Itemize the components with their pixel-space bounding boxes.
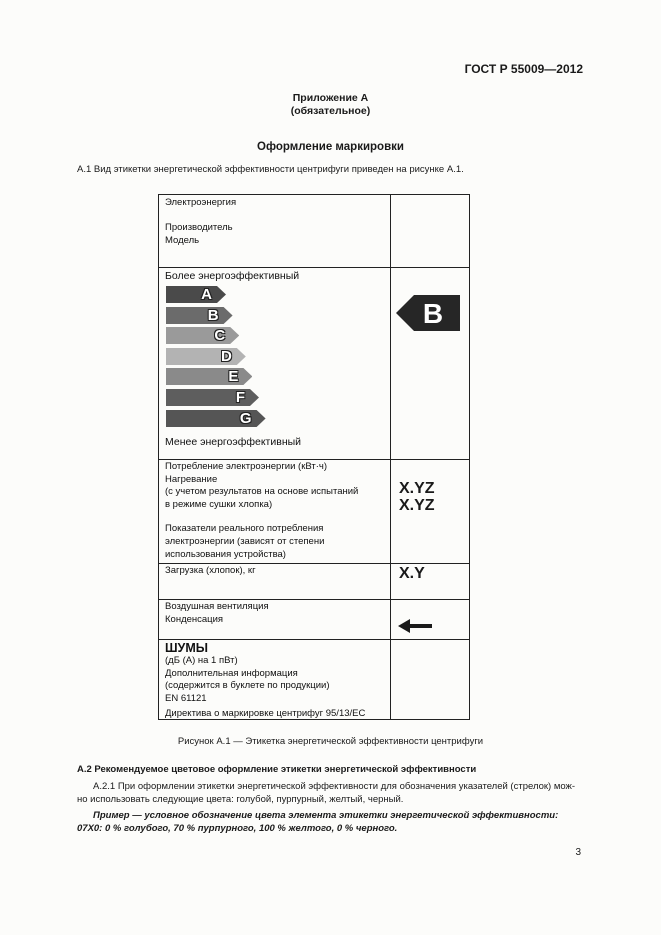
class-letter: C (214, 327, 226, 345)
consumption-value-2: X.YZ (399, 497, 435, 514)
heating-note-1: (с учетом результатов на основе испытаний (165, 486, 359, 498)
class-arrow-icon (396, 295, 462, 331)
row-divider (159, 599, 469, 600)
scale-bottom-text: Менее энергоэффективный (165, 436, 302, 448)
additional-info-note: (содержится в буклете по продукции) (165, 680, 330, 692)
class-bar-e (166, 368, 252, 385)
noise-title: ШУМЫ (165, 641, 208, 655)
energy-label (158, 194, 470, 720)
appendix-heading (0, 92, 661, 118)
appendix-title: Приложение А (292, 92, 369, 104)
column-divider (390, 195, 391, 719)
row-divider (159, 267, 469, 268)
noise-text (165, 641, 365, 721)
consumption-value-1: X.YZ (399, 480, 435, 497)
manufacturer-label: Производитель (165, 222, 233, 233)
left-arrow-icon (398, 619, 432, 638)
svg-text:B: B (422, 298, 444, 329)
figure-caption: Рисунок А.1 — Этикетка энергетической эффективности центрифуги (177, 736, 484, 747)
air-vented-label: Воздушная вентиляция (165, 601, 269, 612)
class-letter: D (220, 347, 232, 365)
page-number: 3 (575, 847, 581, 858)
load-label: Загрузка (хлопок), кг (165, 565, 256, 576)
additional-info: Дополнительная информация (165, 667, 298, 679)
real-consumption-1: Показатели реального потребления (165, 523, 324, 535)
section-2-title: А.2 Рекомендуемое цветовое оформление этикетки энергетической эффективности (77, 764, 477, 775)
current-class-arrow (396, 295, 462, 336)
real-consumption-3: использования устройства) (165, 548, 286, 560)
consumption-title: Потребление электроэнергии (кВт·ч) (165, 461, 328, 472)
class-bar-c (166, 327, 239, 344)
class-bar-g (166, 410, 266, 427)
class-bar-a (166, 286, 226, 303)
ventilation-text (165, 601, 269, 626)
class-letter: F (235, 389, 245, 406)
consumption-text (165, 461, 358, 561)
class-bar-b (166, 307, 233, 324)
class-letter: G (239, 409, 252, 427)
standard-ref: EN 61121 (165, 692, 207, 704)
class-letter: E (228, 368, 239, 386)
example-paragraph: Пример — условное обозначение цвета элемента этикетки энергетической эффективности: 07X0: 0 % голубого, 70 % пурпурного, 100 % желтого, 0 % черного. (77, 810, 559, 834)
row-divider (159, 459, 469, 460)
intro-paragraph: А.1 Вид этикетки энергетической эффективности центрифуги приведен на рисунке А.1. (77, 164, 464, 175)
row-divider (159, 639, 469, 640)
row-divider (159, 563, 469, 564)
heating-note-2: в режиме сушки хлопка) (165, 498, 273, 510)
class-bar-f (166, 389, 259, 406)
standard-number: ГОСТ Р 55009—2012 (464, 62, 583, 76)
heating-label: Нагревание (165, 473, 218, 485)
section-title: Оформление маркировки (257, 141, 404, 153)
condensing-label: Конденсация (165, 613, 224, 625)
class-bar-d (166, 348, 246, 365)
electricity-label: Электроэнергия (165, 197, 237, 208)
class-letter: A (201, 286, 212, 303)
scale-top-text: Более энергоэффективный (165, 270, 300, 282)
class-letter: B (207, 306, 219, 324)
load-value: X.Y (399, 565, 425, 582)
noise-unit: (дБ (А) на 1 пВт) (165, 655, 238, 666)
section-2-paragraph: А.2.1 При оформлении этикетки энергетической эффективности для обозначения указателей (стрелок) мож- но использовать следующие цвета: голубой, пурпурный, желтый, черный. (77, 781, 576, 805)
model-label: Модель (165, 235, 200, 246)
appendix-status: (обязательное) (290, 105, 371, 117)
real-consumption-2: электроэнергии (зависят от степени (165, 535, 325, 547)
directive-ref: Директива о маркировке центрифуг 95/13/ЕС (165, 708, 366, 720)
